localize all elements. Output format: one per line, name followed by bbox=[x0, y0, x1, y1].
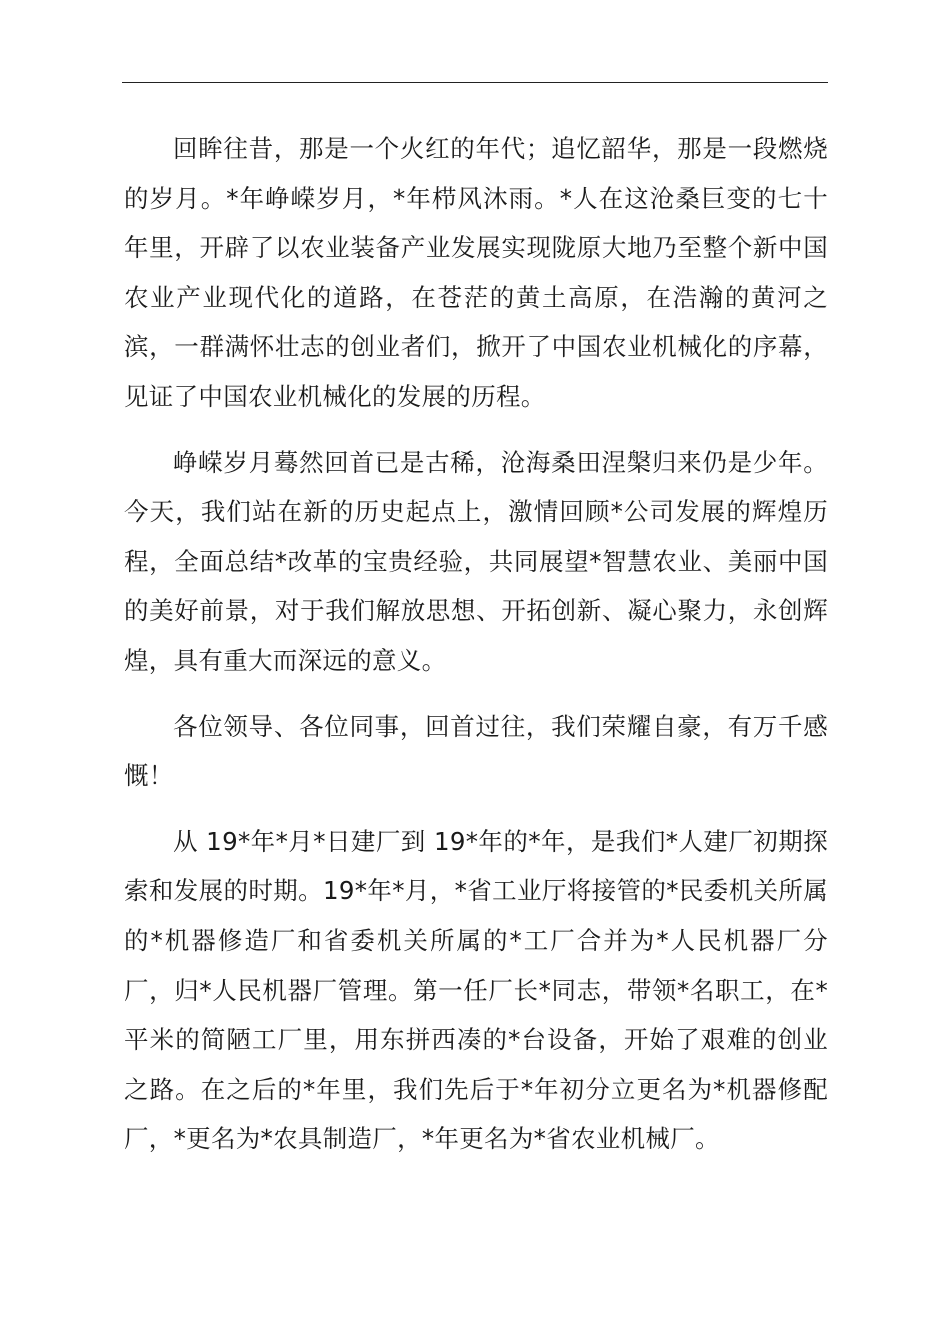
paragraph-1: 回眸往昔，那是一个火红的年代；追忆韶华，那是一段燃烧的岁月。*年峥嵘岁月，*年栉风沐雨。*人在这沧桑巨变的七十年里，开辟了以农业装备产业发展实现陇原大地乃至整个新中国农业产业现代化的道路，在苍茫的黄土高原，在浩瀚的黄河之滨，一群满怀壮志的创业者们，掀开了中国农业机械化的序幕，见证了中国农业机械化的发展的历程。 bbox=[124, 134, 828, 411]
paragraph-4: 从 19*年*月*日建厂到 19*年的*年，是我们*人建厂初期探索和发展的时期。19*年*月，*省工业厅将接管的*民委机关所属的*机器修造厂和省委机关所属的*工厂合并为*人民机器厂分厂，归*人民机器厂管理。第一任厂长*同志，带领*名职工，在*平米的简陋工厂里，用东拼西凑的*台设备，开始了艰难的创业之路。在之后的*年里，我们先后于*年初分立更名为*机器修配厂，*更名为*农具制造厂，*年更名为*省农业机械厂。 bbox=[124, 826, 828, 1154]
header-rule bbox=[122, 82, 828, 83]
paragraph-3: 各位领导、各位同事，回首过往，我们荣耀自豪，有万千感慨！ bbox=[124, 711, 828, 791]
document-body bbox=[124, 124, 828, 1180]
paragraph-2: 峥嵘岁月蓦然回首已是古稀，沧海桑田涅槃归来仍是少年。今天，我们站在新的历史起点上，激情回顾*公司发展的辉煌历程，全面总结*改革的宝贵经验，共同展望*智慧农业、美丽中国的美好前景，对于我们解放思想、开拓创新、凝心聚力，永创辉煌，具有重大而深远的意义。 bbox=[124, 447, 828, 675]
